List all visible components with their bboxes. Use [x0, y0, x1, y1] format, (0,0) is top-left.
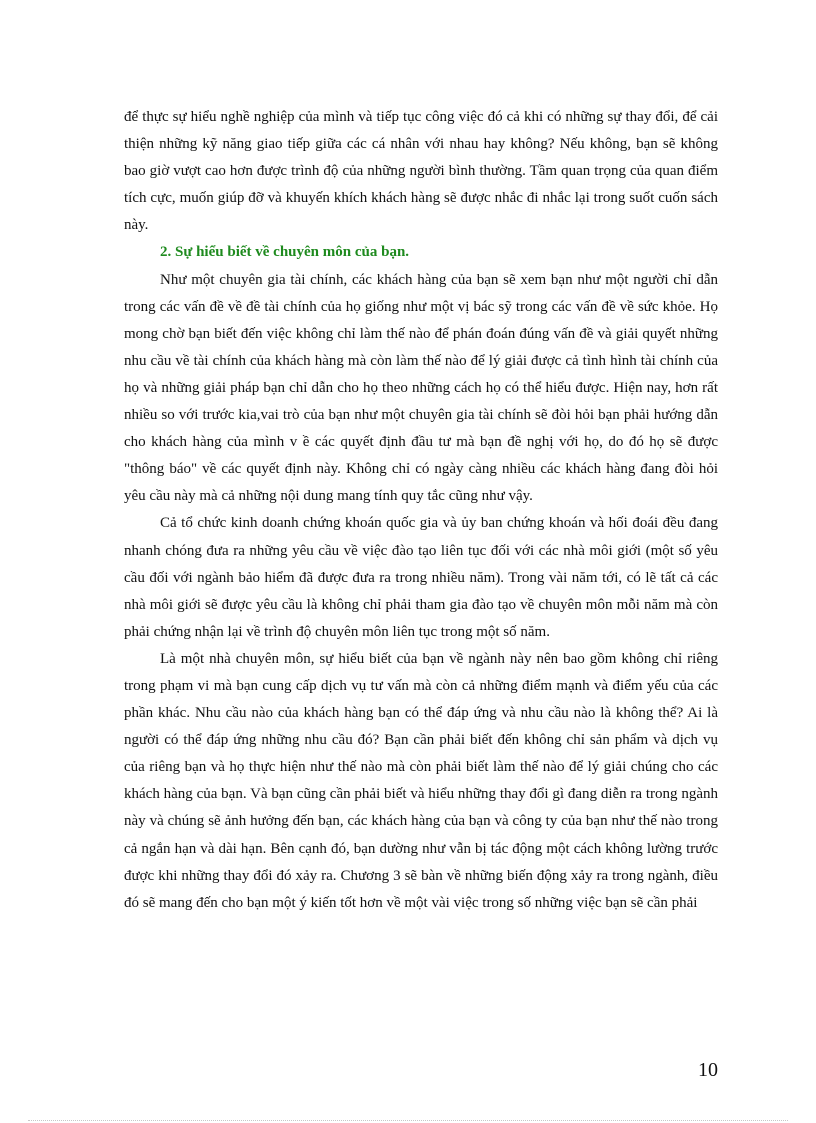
paragraph: Như một chuyên gia tài chính, các khách hàng của bạn sẽ xem bạn như một người chỉ dẫn trong các vấn đề về đề tài chính của họ giống như một vị bác sỹ trong các vấn đề về sức khỏe. Họ mong chờ bạn biết đến việc không chỉ làm thế nào để phán đoán đúng vấn đề và giải quyết những nhu cầu về tài chính của khách hàng mà còn làm thế nào để lý giải được cả tình hình tài chính của họ và những giải pháp bạn chỉ dẫn cho họ theo những cách họ có thể hiểu được. Hiện nay, hơn rất nhiều so với trước kia,vai trò của bạn như một chuyên gia tài chính sẽ đòi hỏi bạn phải hướng dẫn cho khách hàng của mình v ề các quyết định đầu tư mà bạn đề nghị với họ, do đó họ sẽ được "thông báo" về các quyết định này. Không chỉ có ngày càng nhiều các khách hàng đang đòi hỏi yêu cầu này mà cả những nội dung mang tính quy tắc cũng như vậy. [124, 271, 718, 505]
page-number: 10 [698, 1059, 718, 1081]
paragraph: Cả tổ chức kinh doanh chứng khoán quốc gia và ủy ban chứng khoán và hối đoái đều đang nhanh chóng đưa ra những yêu cầu về việc đào tạo liên tục đối với các nhà môi giới (một số yêu cầu đối với ngành bảo hiểm đã được đưa ra trong nhiều năm). Trong vài năm tới, có lẽ tất cả các nhà môi giới sẽ được yêu cầu là không chỉ phải tham gia đào tạo về chuyên môn mỗi năm mà còn phải chứng nhận lại về trình độ chuyên môn liên tục trong một số năm. [124, 515, 718, 640]
body-text [124, 104, 718, 917]
paragraph: Là một nhà chuyên môn, sự hiểu biết của bạn về ngành này nên bao gồm không chỉ riêng trong phạm vi mà bạn cung cấp dịch vụ tư vấn mà còn cả những điểm mạnh và điểm yếu của các phần khác. Nhu cầu nào của khách hàng bạn có thể đáp ứng và nhu cầu nào là không thể? Ai là người có thể đáp ứng những nhu cầu đó? Bạn cần phải biết đến không chỉ sản phẩm và dịch vụ của riêng bạn và họ thực hiện như thế nào mà còn phải biết làm thế nào để lý giải chúng cho các khách hàng của bạn. Và bạn cũng cần phải biết và hiểu những thay đổi gì đang diễn ra trong ngành này và chúng sẽ ảnh hưởng đến bạn, các khách hàng của bạn và công ty của bạn như thế nào trong cả ngắn hạn và dài hạn. Bên cạnh đó, bạn dường như vẫn bị tác động một cách không lường trước được khi những thay đổi đó xảy ra. Chương 3 sẽ bàn về những biến động xảy ra trong ngành, điều đó sẽ mang đến cho bạn một ý kiến tốt hơn về một vài việc trong số những việc bạn sẽ cần phải [124, 650, 718, 911]
section-heading: 2. Sự hiểu biết về chuyên môn của bạn. [160, 244, 410, 261]
page-divider [28, 1120, 788, 1121]
paragraph-continuation: để thực sự hiểu nghề nghiệp của mình và tiếp tục công việc đó cả khi có những sự thay đổi, để cải thiện những kỹ năng giao tiếp giữa các cá nhân với nhau hay không? Nếu không, bạn sẽ không bao giờ vượt cao hơn được trình độ của những người bình thường. Tầm quan trọng của quan điểm tích cực, muốn giúp đỡ và khuyến khích khách hàng sẽ được nhắc đi nhắc lại trong suốt cuốn sách này. [124, 109, 718, 234]
